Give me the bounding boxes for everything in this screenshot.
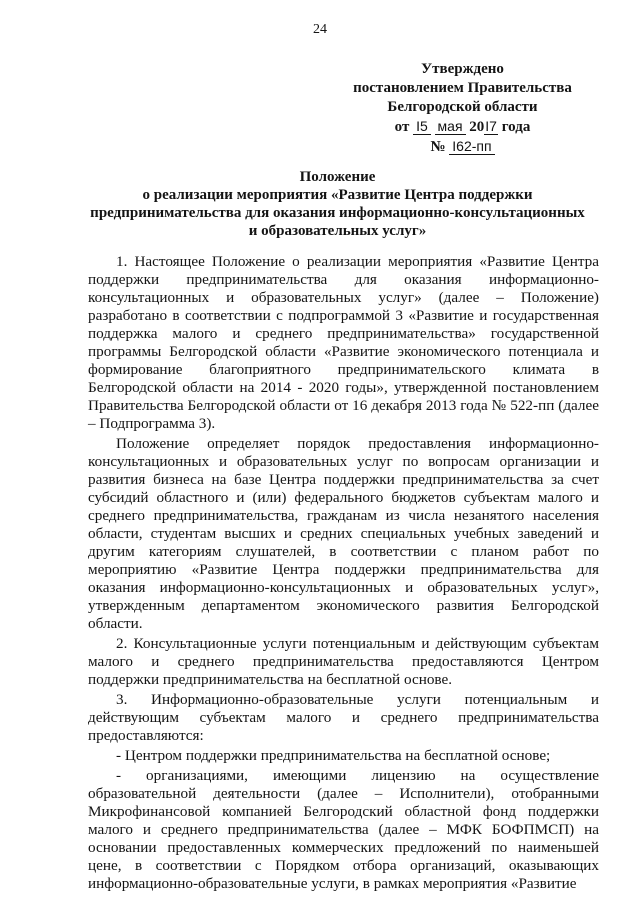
approval-line-resolution: постановлением Правительства (353, 80, 572, 96)
title-line-3: предпринимательства для оказания информационно-консультационных (90, 205, 585, 221)
approval-number-sign: № (430, 139, 446, 155)
approval-date-prefix: от (394, 119, 410, 135)
paragraph-4: 3. Информационно-образовательные услуги потенциальным и действующим субъектам малого и среднего предпринимательства предоставляются: (88, 691, 599, 744)
document-title (60, 168, 615, 240)
title-line-2: о реализации мероприятия «Развитие Центра поддержки (142, 187, 533, 203)
page-number: 24 (313, 22, 327, 37)
approval-stamp (330, 60, 595, 157)
approval-date (330, 117, 595, 137)
approval-line-region: Белгородской области (387, 99, 538, 115)
approval-year-word: года (501, 119, 531, 135)
approval-year-prefix: 20 (469, 119, 485, 135)
approval-number: I62-пп (449, 138, 494, 155)
paragraph-1: 1. Настоящее Положение о реализации мероприятия «Развитие Центра поддержки предпринимательства для оказания информационно-консультационных и образовательных услуг» (далее – Положение) разработано в соответствии с подпрограммой 3 «Развитие и государственная поддержка малого и среднего предпринимательства» государственной программы Белгородской области «Развитие экономического потенциала и формирование благоприятного предпринимательского климата в Белгородской области на 2014 - 2020 годы», утвержденной постановлением Правительства Белгородской области от 16 декабря 2013 года № 522-пп (далее – Подпрограмма 3). (88, 253, 599, 432)
approval-number-line (330, 137, 595, 157)
paragraph-3: 2. Консультационные услуги потенциальным и действующим субъектам малого и среднего предпринимательства предоставляются Центром поддержки предпринимательства на бесплатной основе. (88, 635, 599, 688)
paragraph-2: Положение определяет порядок предоставления информационно-консультационных и образовательных услуг по вопросам организации и развития бизнеса на базе Центра поддержки предпринимательства за счет субсидий областного и (или) федерального бюджетов субъектам малого и среднего предпринимательства, гражданам из числа незанятого населения области, студентам высших и средних специальных учебных заведений и другим категориям слушателей, в соответствии с планом работ по мероприятию «Развитие Центра поддержки предпринимательства для оказания информационно-консультационных и образовательных услуг», утвержденным департаментом экономического развития Белгородской области. (88, 435, 599, 632)
title-line-1: Положение (299, 169, 376, 185)
approval-year-suffix: I7 (485, 118, 497, 134)
approval-day: I5 (413, 118, 431, 135)
paragraph-5: - Центром поддержки предпринимательства на бесплатной основе; (116, 747, 551, 764)
paragraph-6: - организациями, имеющими лицензию на осуществление образовательной деятельности (далее – Исполнители), отобранными Микрофинансовой компанией Белгородский областной фонд поддержки малого и среднего предпринимательства (далее – МФК БОФПМСП) на основании предоставленных коммерческих предложений по наименьшей цене, в соответствии с Порядком отбора организаций, оказывающих информационно-образовательные услуги, в рамках мероприятия «Развитие (88, 767, 599, 892)
title-line-4: и образовательных услуг» (248, 223, 427, 239)
approval-month: мая (435, 118, 466, 135)
document-body (88, 253, 599, 893)
approval-line-approved: Утверждено (421, 61, 504, 77)
